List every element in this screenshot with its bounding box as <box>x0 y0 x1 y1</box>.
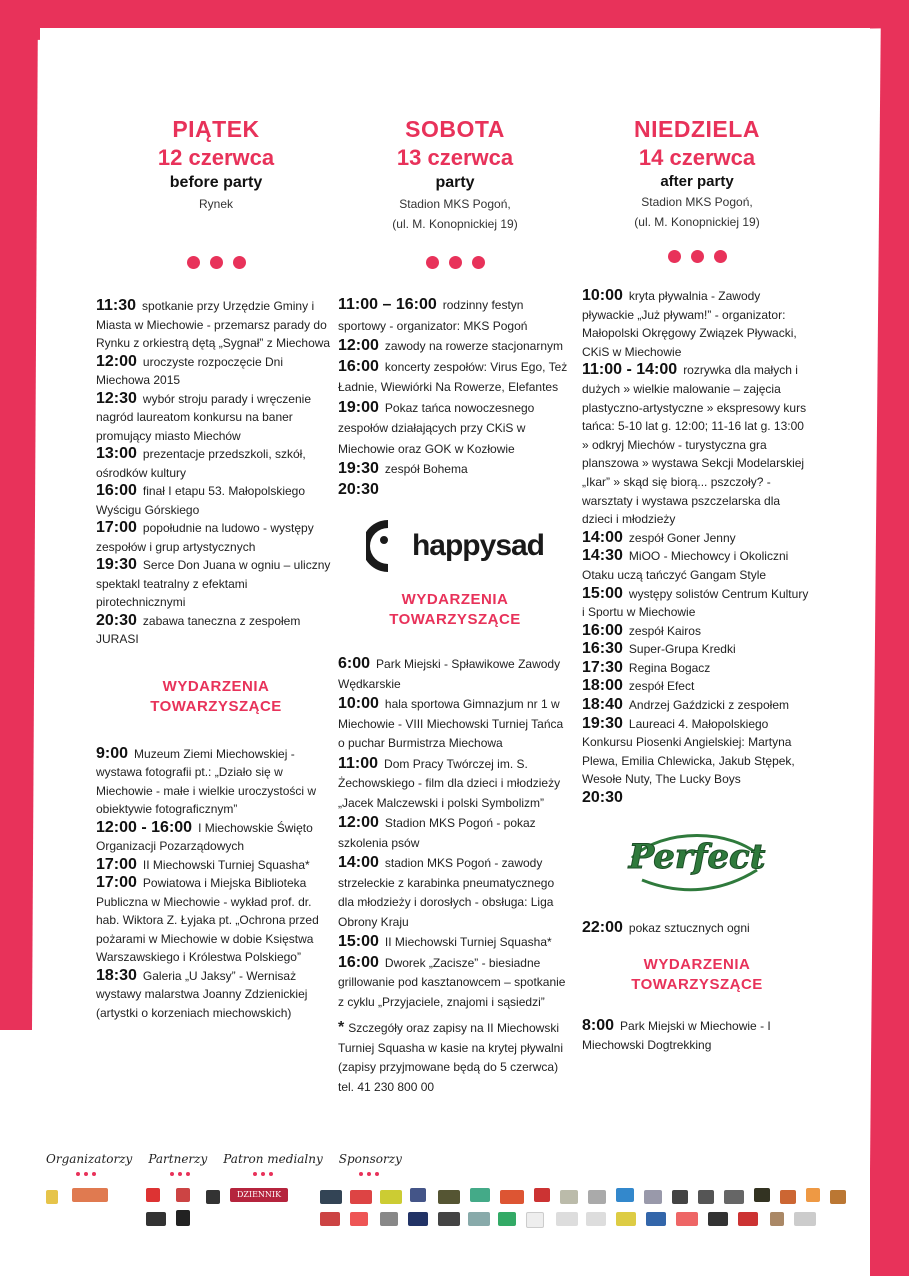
day-header <box>582 114 812 232</box>
event-time: 16:00 <box>582 621 623 639</box>
event-text: rozrywka dla małych i dużych » wielkie malowanie – zajęcia plastyczno-artystyczne » ekspresowy kurs tańca: 5-10 lat g. 12:00; 11-16 lat g. 13:00 » odkryj Miechów - turystyczna gra planszowa » wystawa Sekcji Modelarskiej „Ikar” » skąd się biorą... pszczoły? - warsztaty i wystawa pszczelarska dla dzieci i młodzieży <box>582 363 807 527</box>
event-item <box>338 398 572 460</box>
event-item <box>96 297 336 353</box>
event-item <box>96 612 336 649</box>
event-time: 20:30 <box>338 480 379 498</box>
sponsor-logo <box>588 1190 606 1204</box>
event-item <box>582 789 812 808</box>
event-time: 19:00 <box>338 398 379 416</box>
event-time: 19:30 <box>96 556 137 573</box>
event-text: finał I etapu 53. Małopolskiego Wyścigu Górskiego <box>96 484 306 517</box>
section-line: WYDARZENIA <box>162 677 270 695</box>
event-text: Laureaci 4. Małopolskiego Konkursu Piosenki Angielskiej: Martyna Plewa, Emilia Chlewicka, Jakub Stępek, Wesołe Nuty, The Lucky Boys <box>582 716 795 787</box>
event-text: II Miechowski Turniej Squasha* <box>142 857 310 872</box>
event-time: 17:30 <box>582 658 623 676</box>
headliner-name: Perfect <box>628 836 766 877</box>
dot-divider <box>96 256 336 269</box>
event-item <box>582 677 812 696</box>
section-line: WYDARZENIA <box>643 956 751 974</box>
dot-divider <box>582 250 812 263</box>
sponsor-logo <box>698 1190 714 1204</box>
event-text: Stadion MKS Pogoń - pokaz szkolenia psów <box>338 816 536 850</box>
partner-logo <box>206 1190 220 1204</box>
event-item <box>582 287 812 361</box>
event-text: Dworek „Zacisze” - biesiadne grillowanie pod kasztanowcem – spotkanie z cyklu „Przyjaciele, znajomi i sąsiedzi” <box>338 955 566 1009</box>
poster-page <box>40 28 870 1276</box>
sponsor-logo <box>770 1212 784 1226</box>
event-text: MiOO - Miechowcy i Okoliczni Otaku uczą tańczyć Gangam Style <box>582 549 789 582</box>
side-event-item <box>338 853 572 932</box>
day-date: 13 czerwca <box>396 145 514 170</box>
dot-divider <box>338 256 572 269</box>
partner-logo <box>146 1212 166 1226</box>
event-time: 16:00 <box>96 482 137 499</box>
sponsor-logo <box>780 1190 796 1204</box>
event-time: 17:00 <box>96 874 137 891</box>
side-event-item <box>96 745 336 819</box>
event-text: koncerty zespołów: Virus Ego, Też Ładnie, Wiewiórki Na Rowerze, Elefantes <box>338 359 568 394</box>
sponsor-logo <box>380 1212 398 1226</box>
event-text: pokaz sztucznych ogni <box>628 920 750 935</box>
section-line: TOWARZYSZĄCE <box>389 611 521 628</box>
event-item <box>582 547 812 584</box>
side-event-item <box>338 813 572 853</box>
sponsor-logo <box>470 1188 490 1202</box>
event-time: 13:00 <box>96 445 137 462</box>
event-text: rodzinny festyn sportowy - organizator: MKS Pogoń <box>338 298 528 333</box>
event-item <box>338 480 572 501</box>
side-events-heading <box>96 677 336 717</box>
perfect-logo-graphic <box>622 818 772 898</box>
event-text: Andrzej Gaździcki z zespołem <box>628 698 789 713</box>
event-time: 15:00 <box>338 933 379 950</box>
event-time: 14:00 <box>582 528 623 546</box>
column-saturday <box>338 114 572 1097</box>
event-text: hala sportowa Gimnazjum nr 1 w Miechowie - VIII Miechowski Turniej Tańca o puchar Burmistrza Miechowa <box>338 697 564 750</box>
event-time: 19:30 <box>338 460 379 477</box>
event-time: 9:00 <box>96 744 129 762</box>
event-time: 20:30 <box>96 611 137 629</box>
sponsor-logo <box>738 1212 758 1226</box>
partner-logo <box>176 1210 190 1226</box>
event-text: spotkanie przy Urzędzie Gminy i Miasta w Miechowie - przemarsz parady do Rynku z orkiestrą dętą „Sygnał” z Miechowa <box>96 299 331 350</box>
sponsor-logo <box>438 1212 460 1226</box>
event-item <box>338 459 572 480</box>
event-time: 16:00 <box>338 953 379 971</box>
event-text: zespół Efect <box>628 679 695 694</box>
event-item <box>96 556 336 612</box>
sponsor-logo <box>408 1212 428 1226</box>
footer-labels <box>46 1152 402 1166</box>
event-time: 12:00 <box>96 352 137 370</box>
side-events-heading <box>338 590 572 630</box>
event-text: I Miechowskie Święto Organizacji Pozarządowych <box>96 820 313 853</box>
event-time: 11:00 <box>338 754 379 772</box>
event-text: zabawa taneczna z zespołem JURASI <box>96 613 301 646</box>
event-text: zawody na rowerze stacjonarnym <box>384 339 563 353</box>
sponsor-logo <box>468 1212 490 1226</box>
late-event-list <box>582 919 812 938</box>
venue: Stadion MKS Pogoń, <box>399 197 511 211</box>
sponsor-logo <box>526 1212 544 1228</box>
sponsor-logo <box>754 1188 770 1202</box>
day-date: 14 czerwca <box>638 145 756 170</box>
sponsor-logo <box>616 1188 634 1202</box>
day-title: PIĄTEK <box>172 116 260 142</box>
side-event-list <box>338 654 572 1097</box>
event-time: 14:30 <box>582 547 623 565</box>
sponsor-logo <box>498 1212 516 1226</box>
sponsor-logo <box>350 1212 368 1226</box>
frame-left <box>0 0 38 1030</box>
event-time: 15:00 <box>582 584 623 602</box>
day-header <box>96 114 336 214</box>
event-time: 18:40 <box>582 696 623 714</box>
event-item <box>338 357 572 398</box>
section-line: TOWARZYSZĄCE <box>150 697 282 715</box>
column-friday <box>96 114 336 1022</box>
side-event-item <box>338 654 572 694</box>
event-text: stadion MKS Pogoń - zawody strzeleckie z karabinka pneumatycznego dla młodzieży i dorosłych - obsługa: Liga Obrony Kraju <box>338 856 555 929</box>
venue-address: (ul. M. Konopnickiej 19) <box>634 215 760 229</box>
event-text: Park Miejski w Miechowie - I Miechowski Dogtrekking <box>582 1019 771 1052</box>
sponsor-logo <box>708 1212 728 1226</box>
label-media-patron: Patron medialny <box>223 1152 323 1166</box>
side-event-item <box>338 932 572 953</box>
event-item <box>582 529 812 548</box>
party-type: party <box>435 174 475 191</box>
event-text: Muzeum Ziemi Miechowskiej - wystawa fotografii pt.: „Działo się w Miechowie - małe i wielkie uroczystości w obiektywie fotograficznym” <box>96 746 317 816</box>
event-time: 18:30 <box>96 966 137 984</box>
side-event-item <box>96 856 336 875</box>
sponsor-logo <box>350 1190 372 1204</box>
event-time: 11:00 – 16:00 <box>338 296 437 313</box>
event-list <box>338 295 572 500</box>
event-time: 12:00 <box>338 337 379 354</box>
event-time: 11:00 - 14:00 <box>582 361 678 379</box>
side-event-list <box>96 745 336 1023</box>
venue-address: (ul. M. Konopnickiej 19) <box>392 217 518 231</box>
event-time: 17:00 <box>96 519 137 536</box>
footnote <box>338 1018 572 1097</box>
sponsor-logo <box>586 1212 606 1226</box>
party-type: before party <box>169 174 263 191</box>
sponsor-logo <box>380 1190 402 1204</box>
day-header <box>338 114 572 234</box>
frame-right <box>869 0 909 1276</box>
organizer-logo <box>46 1190 58 1204</box>
event-time: 12:00 <box>338 814 379 831</box>
happysad-face-icon <box>366 518 406 574</box>
label-partners: Partnerzy <box>148 1152 207 1166</box>
column-sunday <box>582 114 812 1054</box>
event-text: Super-Grupa Kredki <box>628 642 736 657</box>
event-time: 17:00 <box>96 855 137 873</box>
sponsor-logo <box>672 1190 688 1204</box>
sponsor-logo <box>644 1190 662 1204</box>
section-line: WYDARZENIA <box>401 591 509 608</box>
event-item <box>582 585 812 622</box>
event-item <box>582 659 812 678</box>
event-text: kryta pływalnia - Zawody pływackie „Już pływam!” - organizator: Małopolski Okręgowy Związek Pływacki, CKiS w Miechowie <box>582 289 797 359</box>
sponsor-logo <box>438 1190 460 1204</box>
sponsor-logo <box>724 1190 744 1204</box>
event-text: występy solistów Centrum Kultury i Sportu w Miechowie <box>582 586 809 620</box>
side-event-item <box>96 819 336 856</box>
side-event-item <box>338 754 572 814</box>
headliner-name: happysad <box>411 529 545 562</box>
event-text: Dom Pracy Twórczej im. S. Żechowskiego - film dla dzieci i młodzieży „Jacek Malczewski i polski Symbolizm” <box>338 756 561 810</box>
event-item <box>582 622 812 641</box>
event-item <box>582 919 812 938</box>
media-patron-logo: DZIENNIK POLSKI <box>230 1188 288 1202</box>
event-text: uroczyste rozpoczęcie Dni Miechowa 2015 <box>96 354 283 387</box>
sponsor-logo <box>616 1212 636 1226</box>
event-text: wybór stroju parady i wręczenie nagród laureatom konkursu na baner promujący miasto Miechów <box>96 391 311 443</box>
sponsor-logo <box>560 1190 578 1204</box>
event-time: 14:00 <box>338 854 379 871</box>
venue: Rynek <box>198 197 233 211</box>
event-text: zespół Goner Jenny <box>628 530 736 545</box>
sponsor-logo <box>646 1212 666 1226</box>
event-text: Pokaz tańca nowoczesnego zespołów działających przy CKiS w Miechowie oraz GOK w Kozłowie <box>338 400 535 456</box>
sponsor-logo <box>794 1212 816 1226</box>
event-item <box>582 361 812 528</box>
day-title: NIEDZIELA <box>634 116 760 142</box>
sponsor-logo <box>806 1188 820 1202</box>
event-time: 8:00 <box>582 1017 615 1035</box>
event-item <box>96 482 336 519</box>
event-item <box>96 353 336 390</box>
event-item <box>338 295 572 336</box>
organizer-logo <box>72 1188 108 1202</box>
sponsor-logo <box>534 1188 550 1202</box>
event-time: 22:00 <box>582 918 623 936</box>
event-text: zespół Kairos <box>628 623 701 638</box>
side-events-heading <box>582 955 812 995</box>
party-type: after party <box>660 173 734 190</box>
sponsor-logo <box>320 1190 342 1204</box>
event-time: 10:00 <box>582 287 623 304</box>
event-item <box>96 445 336 482</box>
happysad-logo <box>338 518 572 574</box>
sponsor-logo <box>676 1212 698 1226</box>
event-time: 12:00 - 16:00 <box>96 818 193 836</box>
event-item <box>582 715 812 789</box>
event-item <box>96 519 336 556</box>
event-time: 12:30 <box>96 389 137 407</box>
perfect-logo <box>582 818 812 903</box>
side-event-item <box>96 874 336 967</box>
section-line: TOWARZYSZĄCE <box>631 976 763 994</box>
sponsor-logo <box>320 1212 340 1226</box>
side-event-item <box>338 953 572 1013</box>
event-item <box>582 696 812 715</box>
event-text: Serce Don Juana w ogniu – uliczny spektakl teatralny z efektami pirotechnicznymi <box>96 558 331 609</box>
event-time: 10:00 <box>338 695 379 712</box>
side-event-item <box>96 967 336 1023</box>
side-event-list <box>582 1017 812 1054</box>
footnote-text: Szczegóły oraz zapisy na II Miechowski Turniej Squasha w kasie na krytej pływalni (zapisy przyjmowane będą do 5 czerwca) tel. 41 230 800 00 <box>338 1021 563 1094</box>
label-sponsors: Sponsorzy <box>339 1152 402 1166</box>
event-text: Powiatowa i Miejska Biblioteka Publiczna w Miechowie - wykład prof. dr. hab. Wiktora Z. Łyjaka pt. „Ochrona przed pożarami w Miechowie w dobie Księstwa Warszawskiego i Królestwa Polskiego” <box>96 876 319 964</box>
side-event-item <box>582 1017 812 1054</box>
event-time: 18:00 <box>582 677 623 695</box>
sponsor-logo <box>410 1188 426 1202</box>
event-text: prezentacje przedszkoli, szkół, ośrodków kultury <box>96 447 306 480</box>
sponsor-logo <box>500 1190 524 1204</box>
event-text: popołudnie na ludowo - występy zespołów i grup artystycznych <box>96 521 314 554</box>
event-text: II Miechowski Turniej Squasha* <box>384 935 552 949</box>
event-time: 16:00 <box>338 357 379 375</box>
event-item <box>96 390 336 446</box>
event-text: Galeria „U Jaksy” - Wernisaż wystawy malarstwa Joanny Zdzienickiej (artystki o korzeniach miechowskich) <box>96 968 308 1020</box>
sponsor-logo <box>830 1190 846 1204</box>
event-text: Park Miejski - Spławikowe Zawody Wędkarskie <box>338 657 561 691</box>
venue: Stadion MKS Pogoń, <box>641 195 753 209</box>
event-time: 11:30 <box>96 297 137 314</box>
event-list <box>96 297 336 649</box>
day-title: SOBOTA <box>405 116 505 142</box>
partner-logo <box>146 1188 160 1202</box>
event-time: 19:30 <box>582 714 623 732</box>
partner-logo <box>176 1188 190 1202</box>
event-item <box>338 336 572 357</box>
side-event-item <box>338 694 572 754</box>
sponsor-logo <box>556 1212 578 1226</box>
label-organizers: Organizatorzy <box>46 1152 132 1166</box>
footnote-mark: * <box>338 1019 345 1036</box>
event-item <box>582 640 812 659</box>
event-text: zespół Bohema <box>384 462 468 476</box>
event-time: 6:00 <box>338 655 371 672</box>
day-date: 12 czerwca <box>157 145 275 170</box>
event-time: 20:30 <box>582 789 623 807</box>
event-list <box>582 287 812 808</box>
event-text: Regina Bogacz <box>628 660 711 675</box>
event-time: 16:30 <box>582 640 623 658</box>
